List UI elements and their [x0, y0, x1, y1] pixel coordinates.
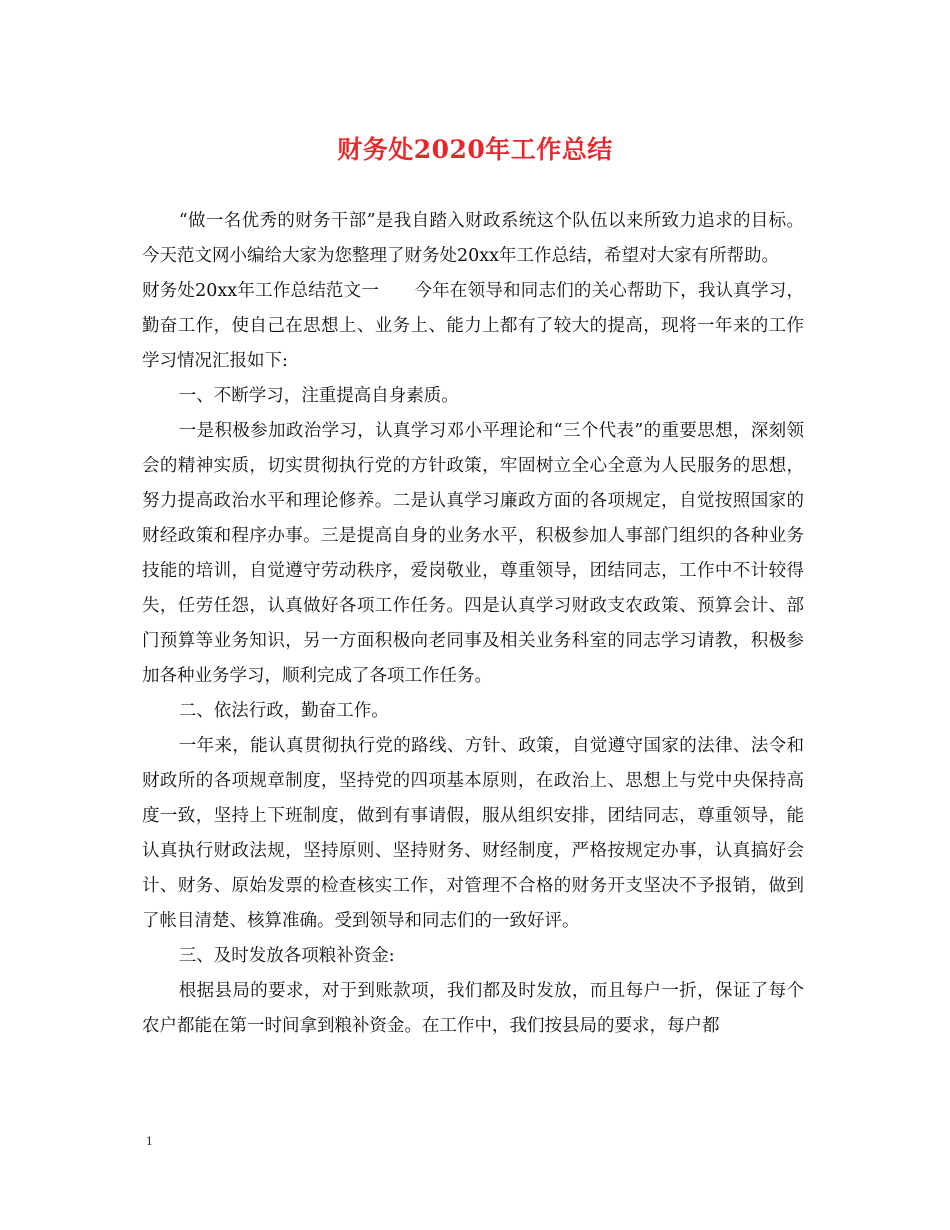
- paragraph-intro: “做一名优秀的财务干部”是我自踏入财政系统这个队伍以来所致力追求的目标。今天范文网小编给大家为您整理了财务处20xx年工作总结，希望对大家有所帮助。: [142, 211, 804, 266]
- document-body: [142, 204, 804, 1044]
- document-title: 财务处2020年工作总结: [337, 135, 613, 164]
- paragraph-section-heading: 财务处20xx年工作总结范文一 今年在领导和同志们的关心帮助下，我认真学习，勤奋工作，使自己在思想上、业务上、能力上都有了较大的提高，现将一年来的工作学习情况汇报如下:: [142, 281, 804, 371]
- paragraph-learning: 一是积极参加政治学习，认真学习邓小平理论和“三个代表”的重要思想，深刻领会的精神实质，切实贯彻执行党的方针政策，牢固树立全心全意为人民服务的思想，努力提高政治水平和理论修养。二是认真学习廉政方面的各项规定，自觉按照国家的财经政策和程序办事。三是提高自身的业务水平，积极参加人事部门组织的各种业务技能的培训，自觉遵守劳动秩序，爱岗敬业，尊重领导，团结同志，工作中不计较得失，任劳任怨，认真做好各项工作任务。四是认真学习财政支农政策、预算会计、部门预算等业务知识，另一方面积极向老同事及相关业务科室的同志学习请教，积极参加各种业务学习，顺利完成了各项工作任务。: [142, 421, 804, 686]
- heading-administration: 二、依法行政，勤奋工作。: [178, 701, 389, 721]
- paragraph-subsidies: 根据县局的要求，对于到账款项，我们都及时发放，而且每户一折，保证了每个农户都能在第一时间拿到粮补资金。在工作中，我们按县局的要求，每户都: [142, 981, 804, 1036]
- page-number: 1: [146, 1133, 153, 1148]
- paragraph-administration: 一年来，能认真贯彻执行党的路线、方针、政策，自觉遵守国家的法律、法令和财政所的各项规章制度，坚持党的四项基本原则，在政治上、思想上与党中央保持高度一致，坚持上下班制度，做到有事请假，服从组织安排，团结同志，尊重领导，能认真执行财政法规，坚持原则、坚持财务、财经制度，严格按规定办事，认真搞好会计、财务、原始发票的检查核实工作，对管理不合格的财务开支坚决不予报销，做到了帐目清楚、核算准确。受到领导和同志们的一致好评。: [142, 736, 804, 931]
- heading-learning: 一、不断学习，注重提高自身素质。: [178, 386, 459, 406]
- heading-subsidies: 三、及时发放各项粮补资金:: [178, 946, 395, 966]
